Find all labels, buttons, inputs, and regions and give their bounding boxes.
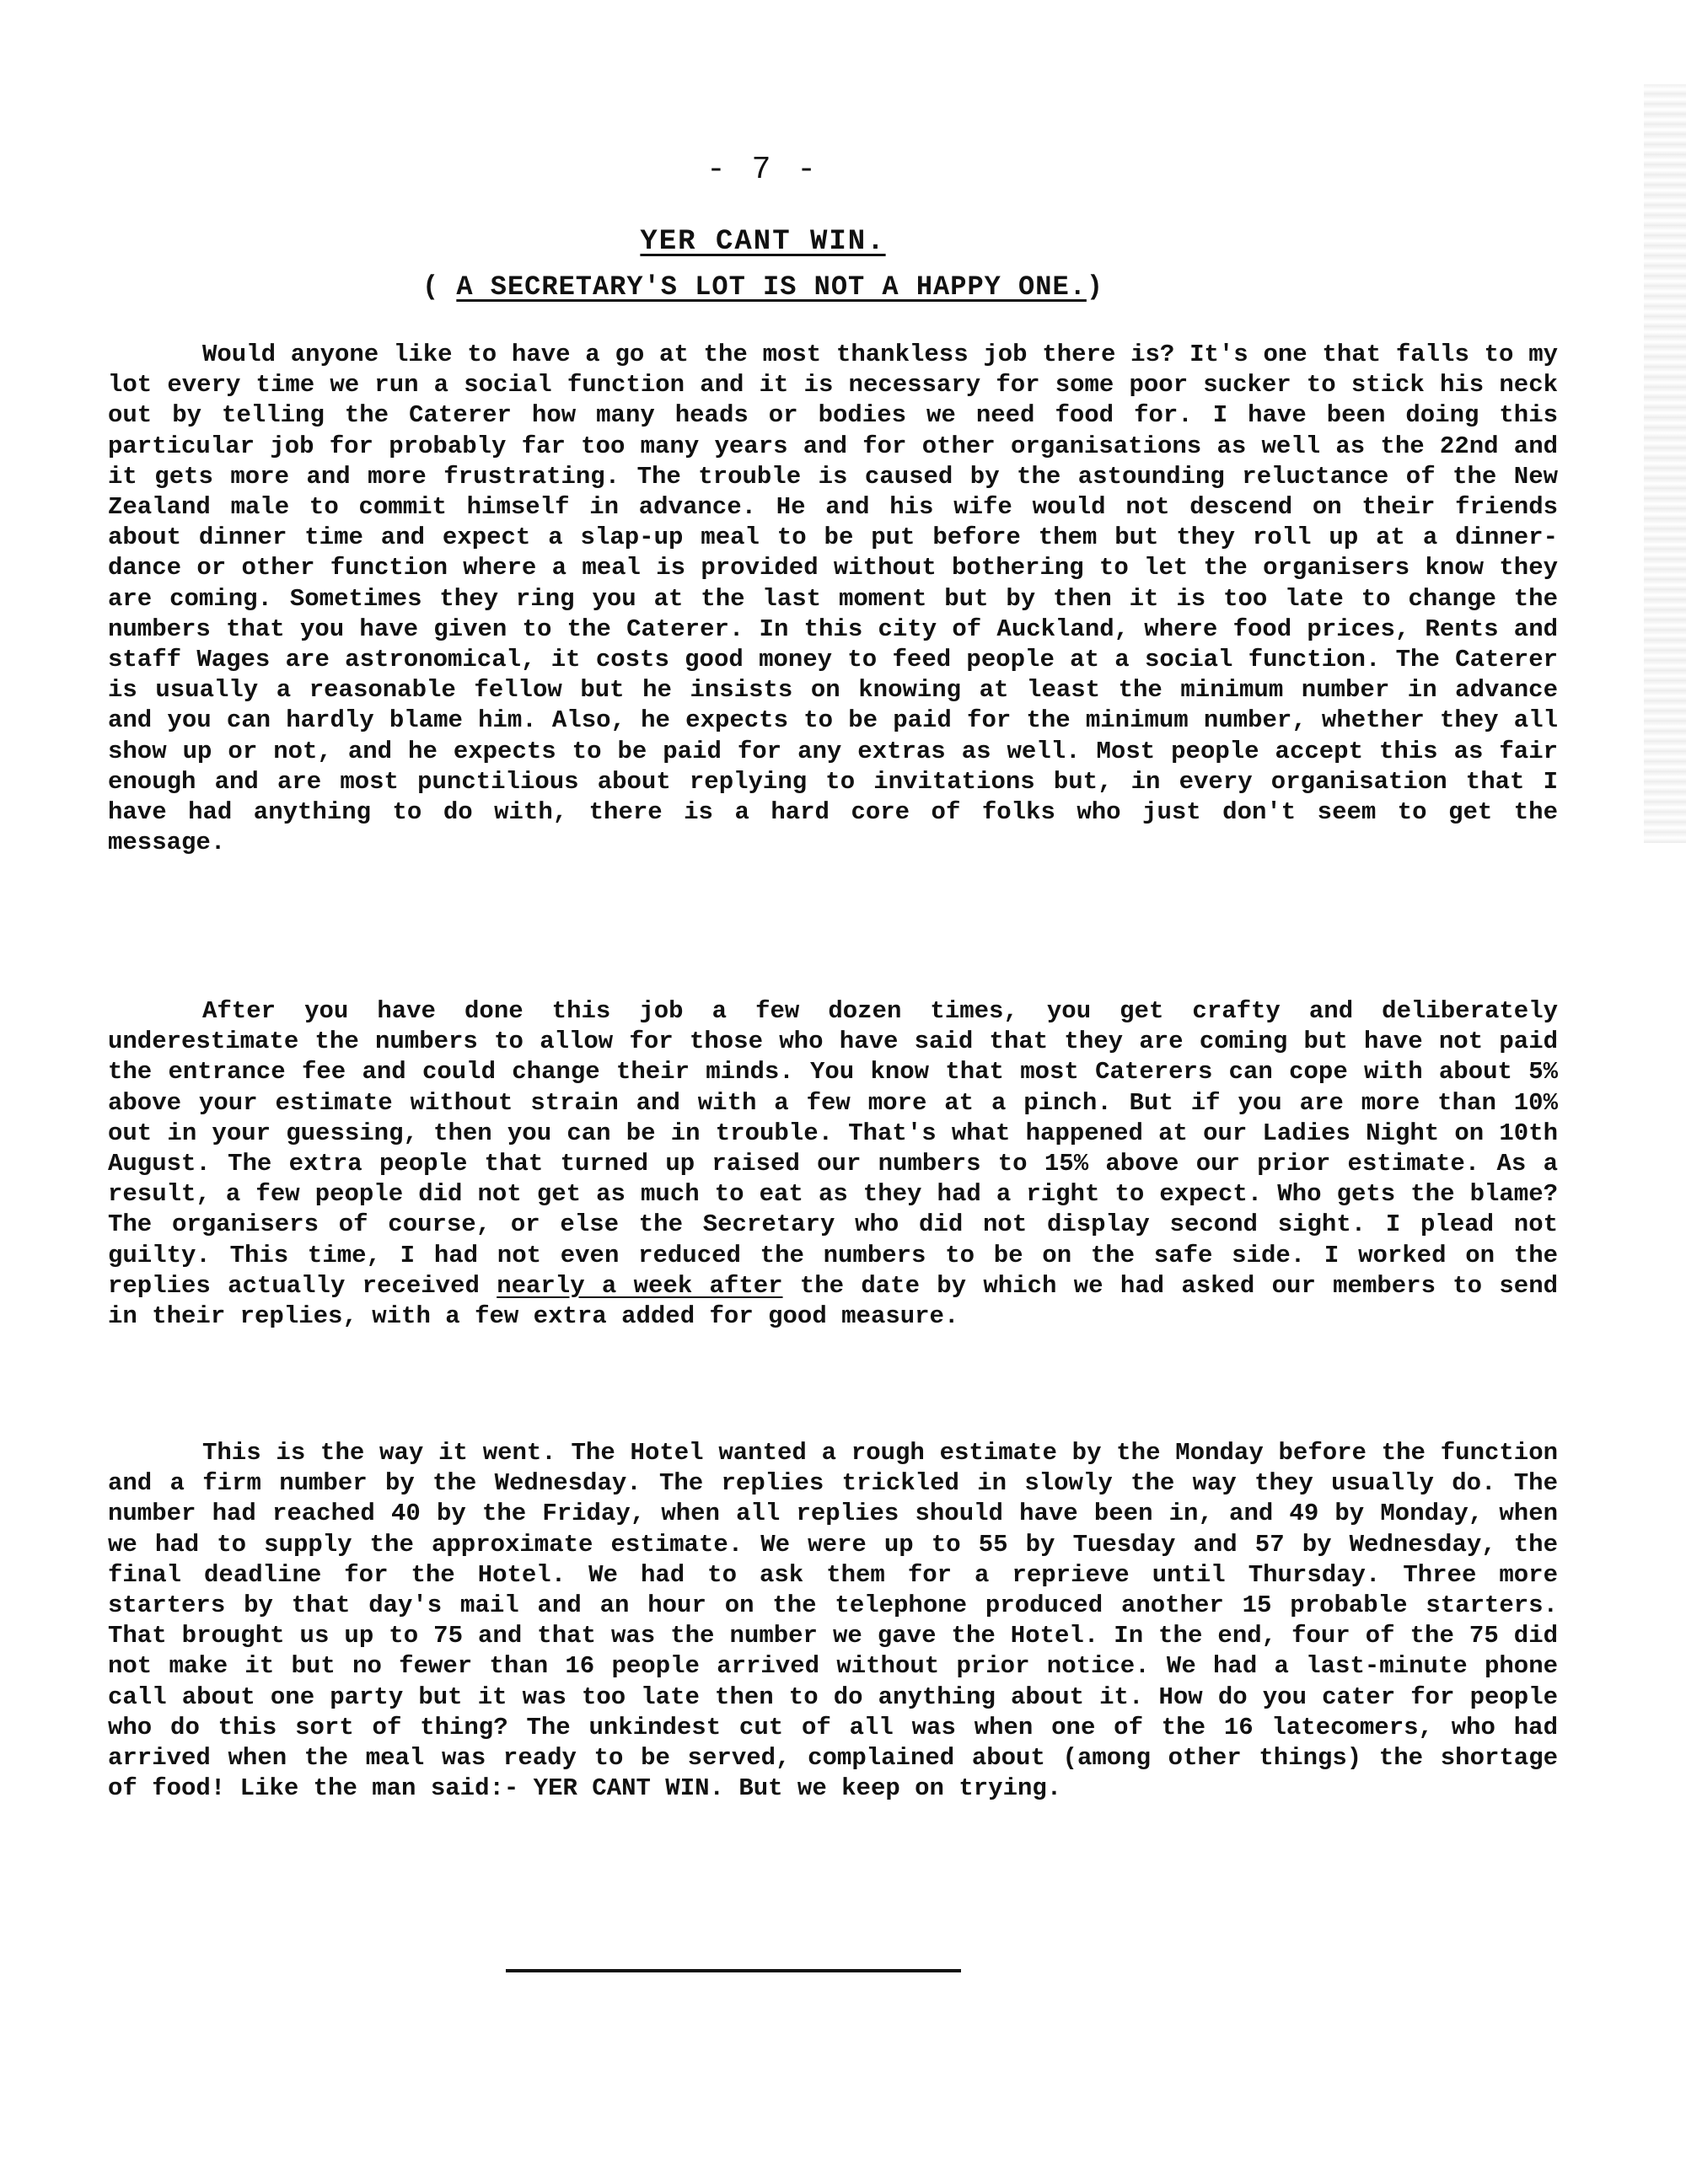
paragraph-3: This is the way it went. The Hotel wanted a rough estimate by the Monday before the function and a firm number by the Wednesday. The replies trickled in slowly the way they usually do. The number had reached 40 by the Friday, when all replies should have been in, and 49 by Monday, when we had to supply the approximate estimate. We were up to 55 by Tuesday and 57 by Wednesday, the final deadline for the Hotel. We had to ask them for a reprieve until Thursday. Three more starters by that day's mail and an hour on the telephone produced another 15 probable starters. That brought us up to 75 and that was the number we gave the Hotel. In the end, four of the 75 did not make it but no fewer than 16 people arrived without prior notice. We had a last-minute phone call about one party but it was too late then to do anything about it. How do you cater for people who do this sort of thing? The unkindest cut of all was when one of the 16 latecomers, who had arrived when the meal was ready to be served, complained about (among other things) the shortage of food! Like the man said:- YER CANT WIN. But we keep on trying. xyxy=(108,1439,1558,1803)
article-subtitle: ( A SECRETARY'S LOT IS NOT A HAPPY ONE.) xyxy=(422,271,1104,303)
page-number: - 7 - xyxy=(706,152,820,188)
article-title xyxy=(0,226,1526,258)
article-title-text: YER CANT WIN. xyxy=(640,226,886,258)
scan-edge-noise xyxy=(1644,84,1686,843)
paragraph-2-underlined-phrase: nearly a week after xyxy=(497,1271,783,1300)
article-subtitle-text: A SECRETARY'S LOT IS NOT A HAPPY ONE. xyxy=(456,271,1087,303)
paragraph-2 xyxy=(108,996,1558,1332)
paragraph-2-part-2: the date by which we had asked our members to send in their replies, with a few extra added for good measure. xyxy=(108,1271,1558,1331)
closing-rule xyxy=(506,1969,961,1972)
paragraph-2-part-1: After you have done this job a few dozen times, you get crafty and deliberately underestimate the numbers to allow for those who have said that they are coming but have not paid the entrance fee and could change their minds. You know that most Caterers can cope with about 5% above your estimate without strain and with a few more at a pinch. But if you are more than 10% out in your guessing, then you can be in trouble. That's what happened at our Ladies Night on 10th August. The extra people that turned up raised our numbers to 15% above our prior estimate. As a result, a few people did not get as much to eat as they had a right to expect. Who gets the blame? The organisers of course, or else the Secretary who did not display second sight. I plead not guilty. This time, I had not even reduced the numbers to be on the safe side. I worked on the replies actually received xyxy=(108,997,1558,1300)
paragraph-1: Would anyone like to have a go at the most thankless job there is? It's one that falls to my lot every time we run a social function and it is necessary for some poor sucker to stick his neck out by telling the Caterer how many heads or bodies we need food for. I have been doing this particular job for probably far too many years and for other organisations as well as the 22nd and it gets more and more frustrating. The trouble is caused by the astounding reluctance of the New Zealand male to commit himself in advance. He and his wife would not descend on their friends about dinner time and expect a slap-up meal to be put before them but they roll up at a dinner-dance or other function where a meal is provided without bothering to let the organisers know they are coming. Sometimes they ring you at the last moment but by then it is too late to change the numbers that you have given to the Caterer. In this city of Auckland, where food prices, Rents and staff Wages are astronomical, it costs good money to feed people at a social function. The Caterer is usually a reasonable fellow but he insists on knowing at least the minimum number in advance and you can hardly blame him. Also, he expects to be paid for the minimum number, whether they all show up or not, and he expects to be paid for any extras as well. Most people accept this as fair enough and are most punctilious about replying to invitations but, in every organisation that I have had anything to do with, there is a hard core of folks who just don't seem to get the message. xyxy=(108,341,1558,857)
